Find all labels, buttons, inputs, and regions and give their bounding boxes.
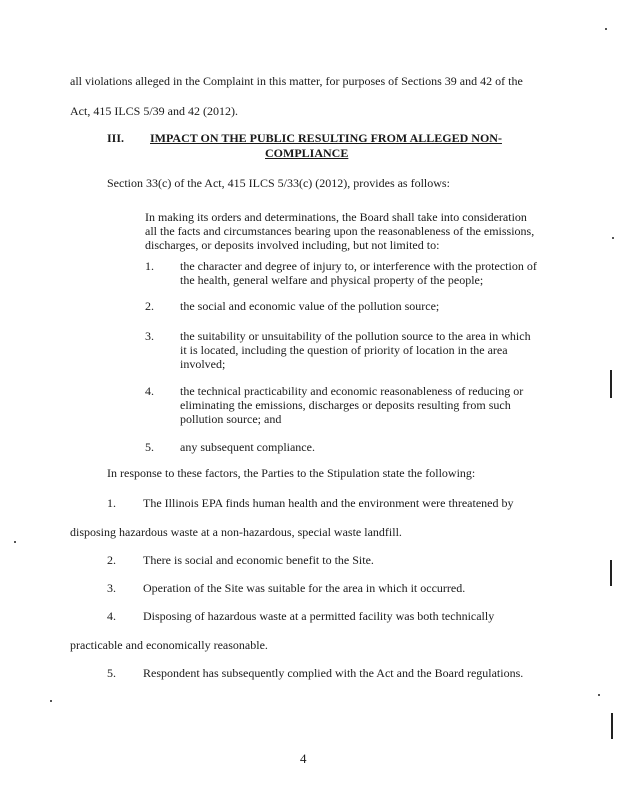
- section-title-line-2: COMPLIANCE: [265, 146, 349, 160]
- response-number: 3.: [107, 581, 116, 595]
- response-intro: In response to these factors, the Parties to the Stipulation state the following:: [107, 466, 476, 480]
- factor-number: 2.: [145, 299, 154, 313]
- scan-mark: [610, 560, 612, 586]
- response-text: The Illinois EPA finds human health and the environment were threatened by: [143, 496, 514, 510]
- section-number: III.: [107, 131, 125, 145]
- statute-intro: Section 33(c) of the Act, 415 ILCS 5/33(c) (2012), provides as follows:: [107, 176, 450, 190]
- response-text: Respondent has subsequently complied with the Act and the Board regulations.: [143, 666, 524, 680]
- page-number: 4: [300, 751, 307, 766]
- factor-line: the suitability or unsuitability of the pollution source to the area in which: [180, 329, 531, 343]
- factor-line: eliminating the emissions, discharges or deposits resulting from such: [180, 398, 511, 412]
- scan-speck: [598, 694, 600, 696]
- scan-speck: [612, 237, 614, 239]
- scan-speck: [605, 28, 607, 30]
- response-number: 4.: [107, 609, 116, 623]
- response-text: Disposing of hazardous waste at a permitted facility was both technically: [143, 609, 495, 623]
- response-number: 1.: [107, 496, 116, 510]
- factor-line: the health, general welfare and physical property of the people;: [180, 273, 484, 287]
- scan-speck: [50, 700, 52, 702]
- factor-line: pollution source; and: [180, 412, 282, 426]
- scan-speck: [14, 541, 16, 543]
- scan-mark: [611, 713, 613, 739]
- factor-number: 4.: [145, 384, 154, 398]
- factor-line: the social and economic value of the pollution source;: [180, 299, 440, 313]
- factor-line: the character and degree of injury to, or interference with the protection of: [180, 259, 537, 273]
- factor-number: 1.: [145, 259, 154, 273]
- quote-intro-line: all the facts and circumstances bearing upon the reasonableness of the emissions,: [145, 224, 535, 238]
- factor-line: it is located, including the question of priority of location in the area: [180, 343, 508, 357]
- quote-intro-line: In making its orders and determinations, the Board shall take into consideration: [145, 210, 527, 224]
- intro-line-1: all violations alleged in the Complaint in this matter, for purposes of Sections 39 and 42 of the: [70, 74, 523, 88]
- factor-line: any subsequent compliance.: [180, 440, 315, 454]
- factor-line: involved;: [180, 357, 226, 371]
- factor-line: the technical practicability and economic reasonableness of reducing or: [180, 384, 524, 398]
- factor-number: 5.: [145, 440, 154, 454]
- section-title-line-1: IMPACT ON THE PUBLIC RESULTING FROM ALLEGED NON-: [150, 131, 502, 145]
- response-text-cont: practicable and economically reasonable.: [70, 638, 268, 652]
- scan-mark: [610, 370, 612, 398]
- factor-number: 3.: [145, 329, 154, 343]
- response-text-cont: disposing hazardous waste at a non-hazardous, special waste landfill.: [70, 525, 402, 539]
- response-number: 5.: [107, 666, 116, 680]
- intro-line-2: Act, 415 ILCS 5/39 and 42 (2012).: [70, 104, 238, 118]
- response-text: Operation of the Site was suitable for the area in which it occurred.: [143, 581, 466, 595]
- quote-intro-line: discharges, or deposits involved including, but not limited to:: [145, 238, 440, 252]
- response-number: 2.: [107, 553, 116, 567]
- response-text: There is social and economic benefit to the Site.: [143, 553, 374, 567]
